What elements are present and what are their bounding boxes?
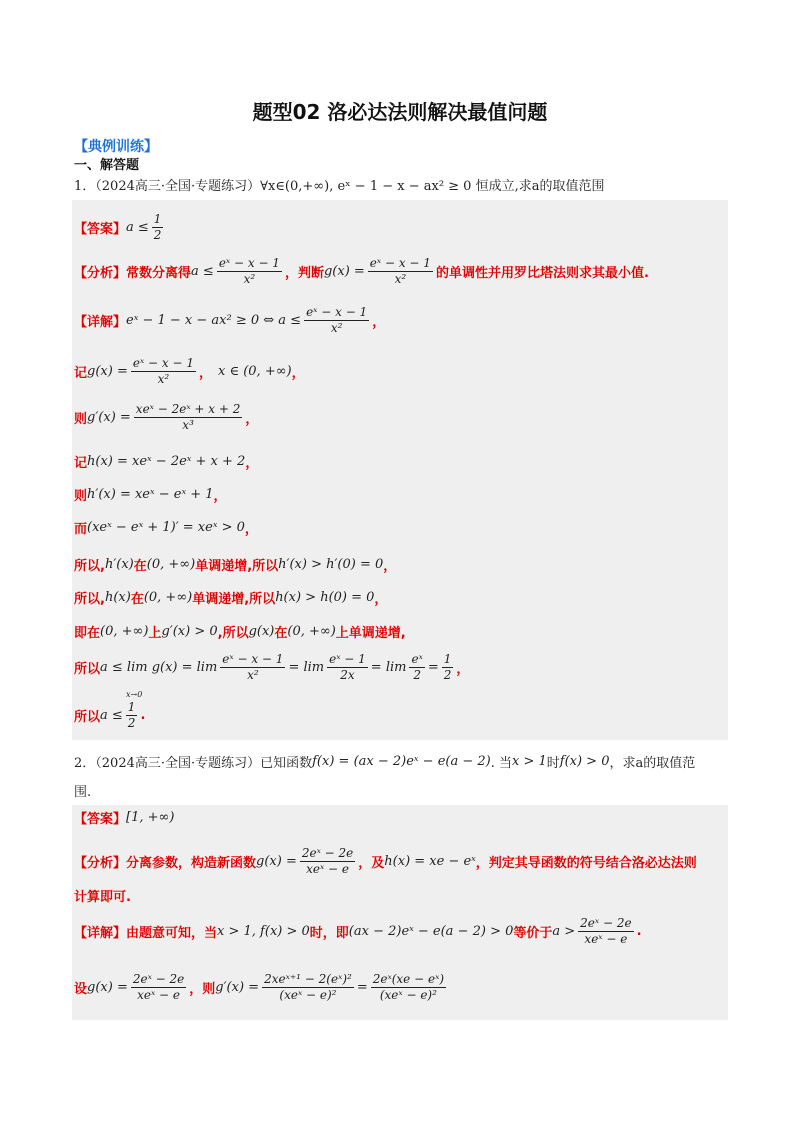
page-title: 题型02 洛必达法则解决最值问题 — [252, 100, 548, 124]
limit-subscript: x→0 — [126, 690, 143, 699]
problem-2-question-cont: 围. — [74, 785, 92, 800]
p2-answer: 【答案】 [1, +∞) — [74, 810, 175, 827]
p1-line-conclusion: 所以 a ≤ $\frac{1}{2}$ . — [74, 700, 146, 730]
p2-line-she: 设 g(x) = $\frac{\text{2eˣ − 2e}}{\text{xeˣ − e}}$ ，则 g′(x) = $\frac{\text{2xeˣ⁺¹ − 2(eˣ)²}}{\text{(xeˣ − e)²}}$ = $\frac{\text{2eˣ(xe − eˣ)}}{\text{(xeˣ − e)²}}$ — [74, 972, 445, 1002]
p1-answer: 【答案】 a ≤ $\frac{1}{2}$ — [74, 212, 162, 242]
p1-line-hp: 则 h′(x) = xeˣ − eˣ + 1 ， — [74, 487, 227, 504]
frac: $\frac{1}{2}$ — [153, 212, 162, 242]
p2-analysis-cont: 计算即可. — [74, 890, 131, 905]
p1-line-ze: 则 g′(x) = $\frac{\text{xeˣ − 2eˣ + x + 2}}{\text{x³}}$ ， — [74, 402, 259, 432]
problem-1-question: 1．（2024高三·全国·专题练习）∀x∈(0,+∞), eˣ − 1 − x − ax² ≥ 0 恒成立,求a的取值范围 — [74, 179, 605, 194]
problem-2-question: 2．（2024高三·全国·专题练习）已知函数 f(x) = (ax − 2)eˣ − e(a − 2) . 当 x > 1 时 f(x) > 0 ，求a的取值范 — [74, 754, 696, 771]
p1-line-er: 而 (xeˣ − eˣ + 1)′ = xeˣ > 0 ， — [74, 520, 258, 537]
p2-detail: 【详解】 由题意可知，当 x > 1, f(x) > 0 时，即 (ax − 2)eˣ − e(a − 2) > 0 等价于 a > $\frac{\text{2eˣ − 2e}}{\text{xeˣ − e}}$ . — [74, 916, 642, 946]
p2-analysis: 【分析】 分离参数，构造新函数 g(x) = $\frac{\text{2eˣ − 2e}}{\text{xeˣ − e}}$ ，及 h(x) = xe − eˣ ，判定其导函数的符号结合洛必达法则 — [74, 846, 697, 876]
section-heading: 【典例训练】 — [74, 139, 158, 155]
subsection-heading: 一、解答题 — [74, 158, 140, 173]
p1-detail: 【详解】 eˣ − 1 − x − ax² ≥ 0 ⇔ a ≤ $\frac{\text{eˣ − x − 1}}{\text{x²}}$ ， — [74, 305, 386, 335]
p1-line-sy1: 所以, h′(x) 在 (0, +∞) 单调递增,所以 h′(x) > h′(0) = 0 ， — [74, 557, 397, 574]
p1-line-limit: 所以 a ≤ lim g(x) = lim $\frac{\text{eˣ − x − 1}}{\text{x²}}$ = lim $\frac{\text{eˣ − 1}}{2x}$ = lim $\frac{\text{eˣ}}{2}$ = $\frac{1}{2}$ ， — [74, 652, 470, 682]
p1-line-jz: 即在 (0, +∞) 上 g′(x) > 0 ,所以 g(x) 在 (0, +∞) 上单调递增, — [74, 624, 406, 641]
p1-line-h: 记 h(x) = xeˣ − 2eˣ + x + 2 ， — [74, 454, 259, 471]
p1-line-sy2: 所以, h(x) 在 (0, +∞) 单调递增,所以 h(x) > h(0) = 0 ， — [74, 590, 388, 607]
p1-line-ji: 记 g(x) = $\frac{\text{eˣ − x − 1}}{\text{x²}}$ ， x ∈ (0, +∞) ， — [74, 356, 305, 386]
p1-analysis: 【分析】 常数分离得 a ≤ $\frac{\text{eˣ − x − 1}}{\text{x²}}$ ，判断 g(x) = $\frac{\text{eˣ − x − 1}}{\text{x²}}$ 的单调性并用罗比塔法则求其最小值. — [74, 256, 649, 286]
